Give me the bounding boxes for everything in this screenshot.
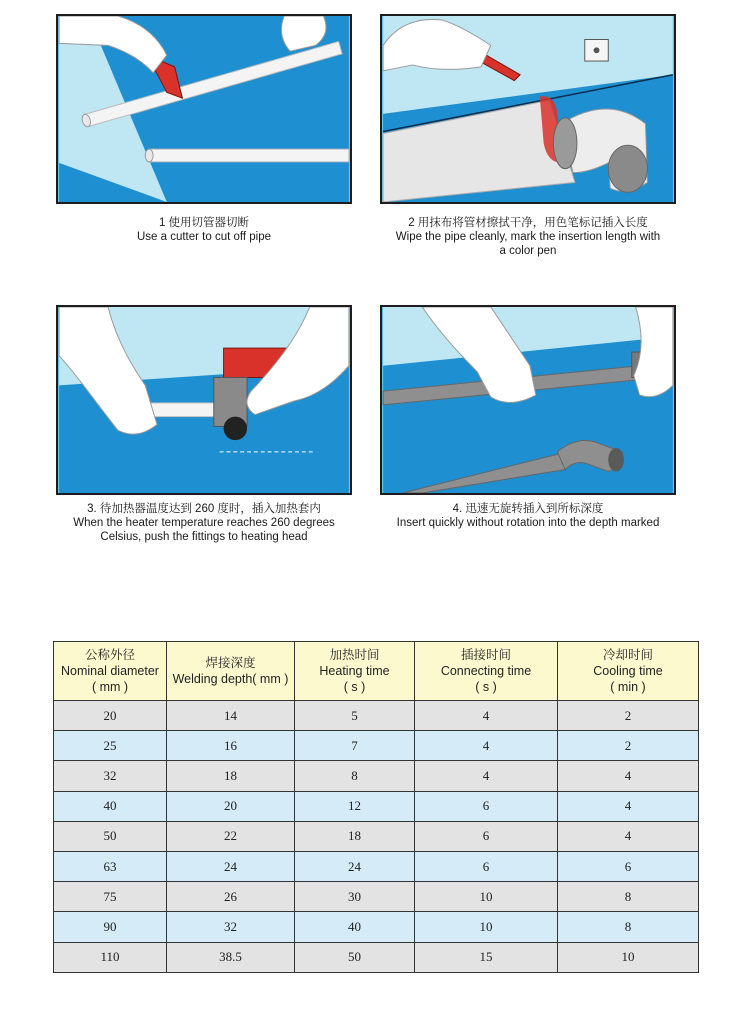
table-row xyxy=(54,761,699,791)
cell-nominal-diameter: 90 xyxy=(54,912,167,942)
table-row xyxy=(54,851,699,881)
cell-connecting-time: 4 xyxy=(415,701,558,731)
header-connecting-time: 插接时间 Connecting time ( s ) xyxy=(415,642,558,701)
cell-nominal-diameter: 20 xyxy=(54,701,167,731)
cell-welding-depth: 14 xyxy=(167,701,295,731)
cell-nominal-diameter: 25 xyxy=(54,731,167,761)
step1-zh: 1 使用切管器切断 xyxy=(158,217,250,229)
step3-zh: 3. 待加热器温度达到 260 度时，插入加热套内 xyxy=(87,503,321,515)
step2-en: Wipe the pipe cleanly, mark the insertion length with a color pen xyxy=(395,231,661,257)
cell-nominal-diameter: 110 xyxy=(54,942,167,972)
table-row xyxy=(54,791,699,821)
step3-en: When the heater temperature reaches 260 degrees Celsius, push the fittings to heating head xyxy=(73,517,335,543)
cell-heating-time: 40 xyxy=(295,912,415,942)
insertion-illustration xyxy=(382,307,674,493)
cell-connecting-time: 15 xyxy=(415,942,558,972)
cell-welding-depth: 24 xyxy=(167,851,295,881)
cell-connecting-time: 10 xyxy=(415,882,558,912)
cell-cooling-time: 4 xyxy=(558,821,699,851)
header-cooling-time: 冷却时间 Cooling time ( min ) xyxy=(558,642,699,701)
cell-heating-time: 50 xyxy=(295,942,415,972)
cell-nominal-diameter: 75 xyxy=(54,882,167,912)
table-header-row xyxy=(54,642,699,701)
table-row xyxy=(54,821,699,851)
step4-illustration xyxy=(380,305,676,495)
cell-connecting-time: 6 xyxy=(415,851,558,881)
step3-caption xyxy=(39,502,369,544)
welding-parameters-table xyxy=(53,641,699,973)
header-heating-time: 加热时间 Heating time ( s ) xyxy=(295,642,415,701)
cell-heating-time: 12 xyxy=(295,791,415,821)
step1-caption xyxy=(39,216,369,244)
cell-cooling-time: 2 xyxy=(558,701,699,731)
header-welding-depth: 焊接深度 Welding depth( mm ) xyxy=(167,642,295,701)
cell-connecting-time: 6 xyxy=(415,821,558,851)
step1-illustration xyxy=(56,14,352,204)
cell-welding-depth: 20 xyxy=(167,791,295,821)
step4-en: Insert quickly without rotation into the depth marked xyxy=(396,517,660,529)
cell-connecting-time: 4 xyxy=(415,731,558,761)
header-nominal-diameter: 公称外径 Nominal diameter ( mm ) xyxy=(54,642,167,701)
pipe-cutter-illustration xyxy=(58,16,350,202)
cell-nominal-diameter: 40 xyxy=(54,791,167,821)
pipe-marking-illustration xyxy=(382,16,674,202)
cell-connecting-time: 6 xyxy=(415,791,558,821)
table-row xyxy=(54,882,699,912)
cell-cooling-time: 4 xyxy=(558,791,699,821)
cell-heating-time: 5 xyxy=(295,701,415,731)
cell-cooling-time: 8 xyxy=(558,882,699,912)
step1-en: Use a cutter to cut off pipe xyxy=(136,231,272,243)
cell-welding-depth: 22 xyxy=(167,821,295,851)
cell-welding-depth: 16 xyxy=(167,731,295,761)
step4-zh: 4. 迅速无旋转插入到所标深度 xyxy=(452,503,604,515)
table-row xyxy=(54,701,699,731)
cell-cooling-time: 2 xyxy=(558,731,699,761)
cell-nominal-diameter: 32 xyxy=(54,761,167,791)
step2-illustration xyxy=(380,14,676,204)
cell-heating-time: 24 xyxy=(295,851,415,881)
cell-heating-time: 7 xyxy=(295,731,415,761)
cell-welding-depth: 32 xyxy=(167,912,295,942)
table-row xyxy=(54,942,699,972)
cell-cooling-time: 8 xyxy=(558,912,699,942)
cell-nominal-diameter: 50 xyxy=(54,821,167,851)
cell-connecting-time: 4 xyxy=(415,761,558,791)
table-row xyxy=(54,731,699,761)
cell-welding-depth: 18 xyxy=(167,761,295,791)
cell-welding-depth: 26 xyxy=(167,882,295,912)
cell-cooling-time: 10 xyxy=(558,942,699,972)
cell-heating-time: 18 xyxy=(295,821,415,851)
step2-zh: 2 用抹布将管材擦拭干净，用色笔标记插入长度 xyxy=(408,217,648,229)
table-row xyxy=(54,912,699,942)
heating-illustration xyxy=(58,307,350,493)
step4-caption xyxy=(363,502,693,530)
cell-heating-time: 30 xyxy=(295,882,415,912)
step3-illustration xyxy=(56,305,352,495)
cell-heating-time: 8 xyxy=(295,761,415,791)
cell-connecting-time: 10 xyxy=(415,912,558,942)
cell-cooling-time: 4 xyxy=(558,761,699,791)
cell-cooling-time: 6 xyxy=(558,851,699,881)
cell-nominal-diameter: 63 xyxy=(54,851,167,881)
cell-welding-depth: 38.5 xyxy=(167,942,295,972)
step2-caption xyxy=(363,216,693,258)
